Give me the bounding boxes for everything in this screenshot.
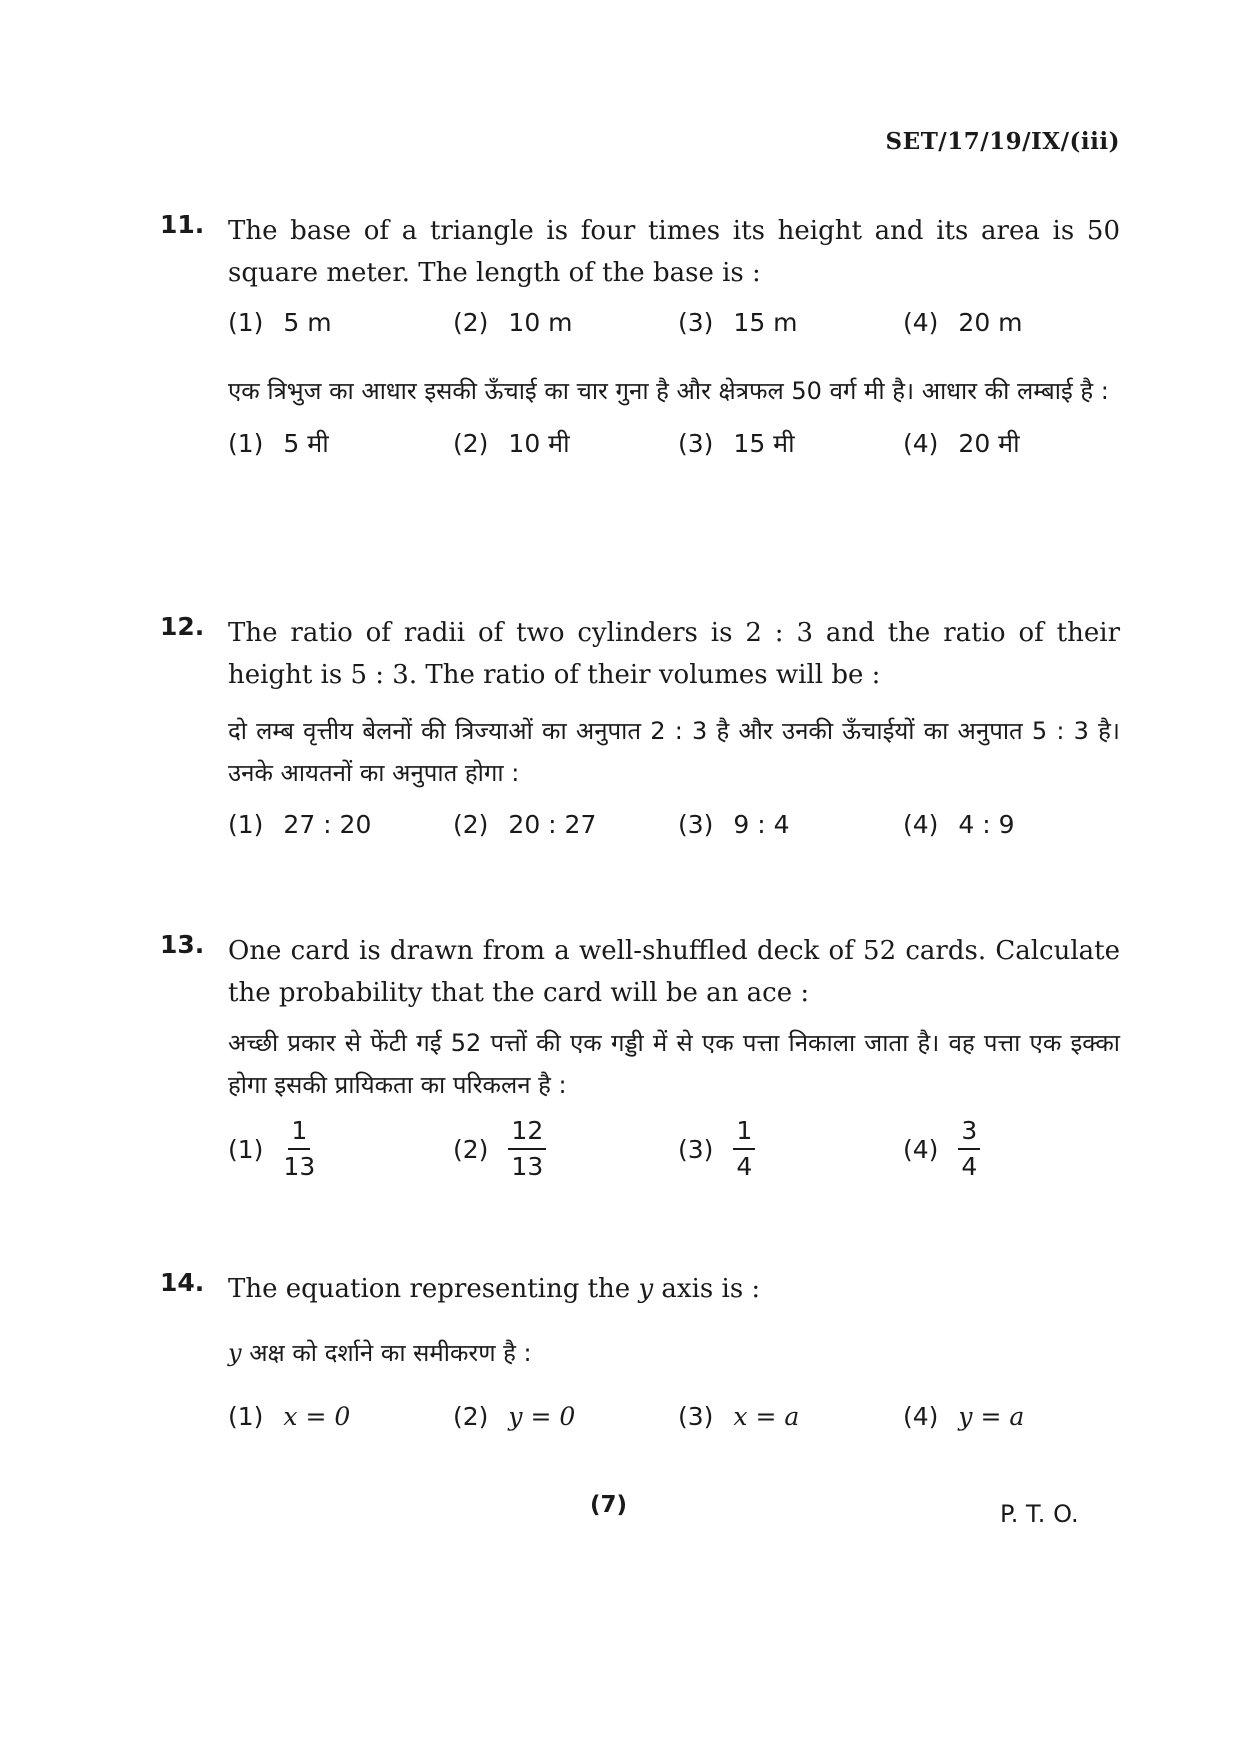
variable: y (638, 1274, 654, 1304)
options-hindi (228, 426, 1120, 478)
fraction: $\frac{1}{13}$ (283, 1116, 316, 1181)
question-12 (160, 612, 1120, 862)
fraction: $\frac{3}{4}$ (958, 1116, 980, 1182)
question-text-english: The base of a triangle is four times its height and its area is 50 square meter. The length of the base is : (228, 216, 1120, 288)
question-text-english: The ratio of radii of two cylinders is 2 : 3 and the ratio of their height is 5 : 3. The ratio of their volumes will be : (228, 618, 1120, 690)
option-3: (3) $\frac{1}{4}$ (678, 1116, 755, 1182)
question-number: 14. (160, 1268, 205, 1297)
pto-label: P. T. O. (1000, 1500, 1079, 1528)
fraction: $\frac{1}{4}$ (733, 1116, 755, 1182)
question-text-english: The equation representing the y axis is : (228, 1274, 761, 1304)
option-3: (3) 15 मी (678, 428, 795, 458)
option-4: (4) y = a (903, 1402, 1025, 1431)
question-11 (160, 210, 1120, 478)
option-4: (4) $\frac{3}{4}$ (903, 1116, 980, 1182)
option-1: (1) 5 m (228, 308, 332, 337)
options-english (228, 308, 1120, 360)
question-14 (160, 1268, 1120, 1454)
variable: y (228, 1339, 242, 1367)
option-3: (3) x = a (678, 1402, 800, 1431)
option-2: (2) 10 m (453, 308, 573, 337)
option-3: (3) 9 : 4 (678, 810, 790, 839)
page-number: (7) (590, 1492, 628, 1518)
option-2: (2) y = 0 (453, 1402, 576, 1431)
option-3: (3) 15 m (678, 308, 798, 337)
question-text-english: One card is drawn from a well-shuffled deck of 52 cards. Calculate the probability that the card will be an ace : (228, 936, 1120, 1008)
page-code: SET/17/19/IX/(iii) (885, 128, 1120, 155)
option-2: (2) 10 मी (453, 428, 570, 458)
option-1: (1) $\frac{1}{13}$ (228, 1116, 316, 1181)
question-text-hindi: y अक्ष को दर्शाने का समीकरण है : (228, 1339, 532, 1367)
question-text-hindi: दो लम्ब वृत्तीय बेलनों की त्रिज्याओं का अनुपात 2 : 3 है और उनकी ऊँचाईयों का अनुपात 5 : 3 है। उनके आयतनों का अनुपात होगा : (228, 717, 1120, 787)
option-4: (4) 4 : 9 (903, 810, 1015, 839)
option-1: (1) 27 : 20 (228, 810, 372, 839)
option-4: (4) 20 मी (903, 428, 1020, 458)
options (228, 1402, 1120, 1454)
options (228, 1116, 1120, 1186)
question-13 (160, 930, 1120, 1186)
question-text-hindi: एक त्रिभुज का आधार इसकी ऊँचाई का चार गुना है और क्षेत्रफल 50 वर्ग मी है। आधार की लम्बाई है : (228, 377, 1109, 405)
options (228, 810, 1120, 862)
option-2: (2) $\frac{12}{13}$ (453, 1116, 546, 1182)
option-1: (1) x = 0 (228, 1402, 351, 1431)
option-1: (1) 5 मी (228, 428, 329, 458)
option-4: (4) 20 m (903, 308, 1023, 337)
question-number: 11. (160, 210, 205, 239)
question-number: 13. (160, 930, 205, 959)
fraction: $\frac{12}{13}$ (508, 1116, 546, 1182)
question-number: 12. (160, 612, 205, 641)
question-text-hindi: अच्छी प्रकार से फेंटी गई 52 पत्तों की एक गड्डी में से एक पत्ता निकाला जाता है। वह पत्ता एक इक्का होगा इसकी प्रायिकता का परिकलन है : (228, 1029, 1120, 1099)
option-2: (2) 20 : 27 (453, 810, 597, 839)
